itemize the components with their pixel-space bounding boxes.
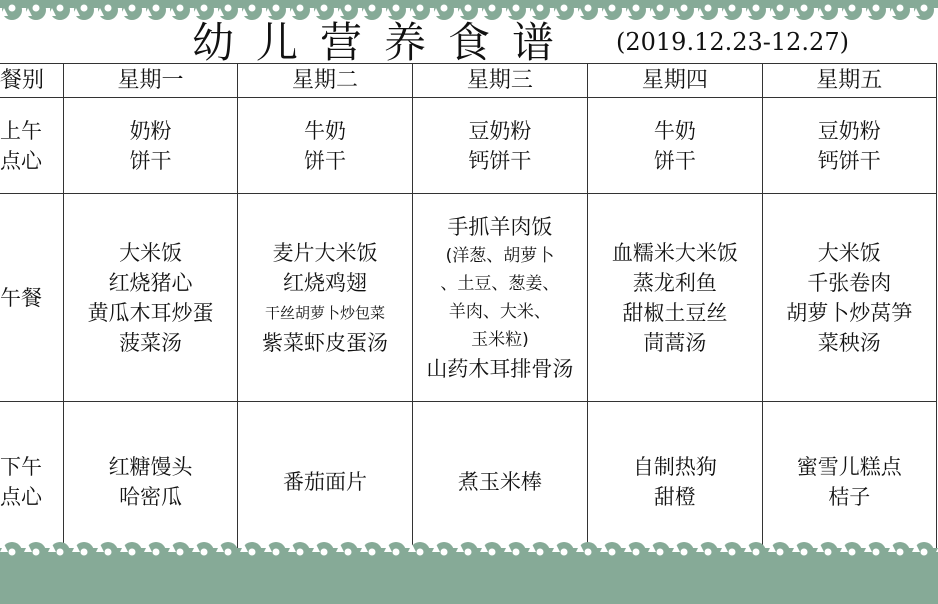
lace-hole — [873, 549, 880, 556]
menu-item: 大米饭 — [817, 240, 881, 265]
day-header: 星期四 — [588, 64, 762, 98]
meal-label-line: 午餐 — [0, 285, 42, 310]
lunch-cell-day-1 — [63, 194, 237, 402]
lace-hole — [513, 549, 520, 556]
menu-item: 钙饼干 — [468, 148, 532, 173]
lace-hole — [249, 549, 256, 556]
lunch-cell-day-4 — [588, 194, 762, 402]
day-header: 星期三 — [412, 64, 587, 98]
lace-hole — [369, 549, 376, 556]
menu-item: 钙饼干 — [817, 148, 881, 173]
menu-item: 黄瓜木耳炒蛋 — [87, 300, 214, 325]
meal-label-line: 下午 — [0, 454, 42, 479]
menu-item: 桔子 — [828, 484, 871, 509]
menu-item: 山药木耳排骨汤 — [426, 356, 574, 381]
menu-item: 甜橙 — [653, 484, 696, 509]
menu-item: 千张卷肉 — [807, 270, 892, 295]
day-header: 星期五 — [762, 64, 936, 98]
lace-hole — [537, 549, 544, 556]
lunch-row — [0, 194, 937, 402]
menu-item: 干丝胡萝卜炒包菜 — [264, 303, 385, 322]
lace-hole — [921, 549, 928, 556]
lace-hole — [105, 549, 112, 556]
menu-item: 自制热狗 — [632, 454, 717, 479]
menu-item: 牛奶 — [653, 118, 696, 143]
lace-hole — [393, 549, 400, 556]
menu-item: 麦片大米饭 — [272, 240, 378, 265]
lace-hole — [633, 549, 640, 556]
day-header: 星期一 — [63, 64, 237, 98]
morning-snack-cell-day-4 — [588, 98, 762, 194]
menu-item: 豆奶粉 — [468, 118, 532, 143]
lace-hole — [57, 549, 64, 556]
menu-item: 、土豆、葱姜、 — [440, 273, 560, 294]
lace-hole — [825, 549, 832, 556]
lace-hole — [849, 549, 856, 556]
lunch-cell-day-2 — [238, 194, 412, 402]
meal-label-line: 点心 — [0, 484, 42, 509]
menu-item: 菠菜汤 — [119, 330, 183, 355]
meal-label-line: 点心 — [0, 148, 42, 173]
menu-item: 蜜雪儿糕点 — [796, 454, 902, 479]
menu-item: 奶粉 — [129, 118, 172, 143]
menu-item: 茼蒿汤 — [643, 330, 707, 355]
menu-item: 哈密瓜 — [119, 484, 183, 509]
menu-item: (洋葱、胡萝卜 — [445, 245, 555, 266]
title-date-range: (2019.12.23-12.27) — [616, 28, 849, 56]
menu-item: 胡萝卜炒莴笋 — [786, 300, 913, 325]
lace-hole — [561, 549, 568, 556]
menu-item: 羊肉、大米、 — [448, 301, 551, 322]
lace-hole — [297, 549, 304, 556]
day-header: 星期二 — [238, 64, 412, 98]
lace-hole — [465, 549, 472, 556]
menu-item: 大米饭 — [119, 240, 183, 265]
menu-item: 菜秧汤 — [817, 330, 881, 355]
lace-hole — [609, 549, 616, 556]
lunch-label — [0, 194, 63, 402]
lace-hole — [81, 549, 88, 556]
title-main: 幼儿营养食谱 — [192, 18, 577, 67]
menu-item: 饼干 — [129, 148, 172, 173]
menu-item: 手抓羊肉饭 — [447, 214, 553, 239]
menu-item: 牛奶 — [303, 118, 346, 143]
lace-hole — [129, 549, 136, 556]
menu-item: 煮玉米棒 — [457, 469, 542, 494]
lace-hole — [657, 549, 664, 556]
morning-snack-cell-day-1 — [63, 98, 237, 194]
menu-item: 血糯米大米饭 — [611, 240, 738, 265]
corner-cell: 餐别 — [0, 64, 63, 98]
lace-hole — [585, 549, 592, 556]
lace-hole — [321, 549, 328, 556]
morning-snack-cell-day-2 — [238, 98, 412, 194]
lace-hole — [273, 549, 280, 556]
menu-item: 饼干 — [303, 148, 346, 173]
bottom-lace-border — [0, 530, 938, 604]
menu-item: 豆奶粉 — [817, 118, 881, 143]
menu-item: 玉米粒) — [471, 329, 529, 350]
lace-hole — [177, 549, 184, 556]
lace-hole — [777, 549, 784, 556]
meal-label-line: 上午 — [0, 118, 42, 143]
lace-hole — [417, 549, 424, 556]
lace-hole — [681, 549, 688, 556]
menu-table — [0, 63, 937, 562]
menu-item: 红烧鸡翅 — [282, 270, 367, 295]
lace-hole — [33, 549, 40, 556]
menu-item: 红糖馒头 — [108, 454, 193, 479]
lunch-cell-day-3 — [412, 194, 587, 402]
lace-hole — [729, 549, 736, 556]
lunch-cell-day-5 — [762, 194, 936, 402]
morning-snack-cell-day-5 — [762, 98, 936, 194]
menu-item: 番茄面片 — [282, 469, 367, 494]
lace-hole — [801, 549, 808, 556]
menu-item: 紫菜虾皮蛋汤 — [261, 330, 388, 355]
page-title — [0, 8, 938, 67]
menu-item: 蒸龙利鱼 — [632, 270, 717, 295]
morning-snack-cell-day-3 — [412, 98, 587, 194]
header-row — [0, 64, 937, 98]
menu-item: 饼干 — [653, 148, 696, 173]
morning-snack-label — [0, 98, 63, 194]
lace-hole — [345, 549, 352, 556]
lace-hole — [705, 549, 712, 556]
lace-hole — [489, 549, 496, 556]
lace-hole — [897, 549, 904, 556]
menu-item: 红烧猪心 — [108, 270, 193, 295]
menu-item: 甜椒土豆丝 — [622, 300, 728, 325]
lace-hole — [753, 549, 760, 556]
lace-hole — [9, 549, 16, 556]
lace-hole — [225, 549, 232, 556]
lace-hole — [201, 549, 208, 556]
morning-snack-row — [0, 98, 937, 194]
lace-hole — [153, 549, 160, 556]
lace-hole — [441, 549, 448, 556]
